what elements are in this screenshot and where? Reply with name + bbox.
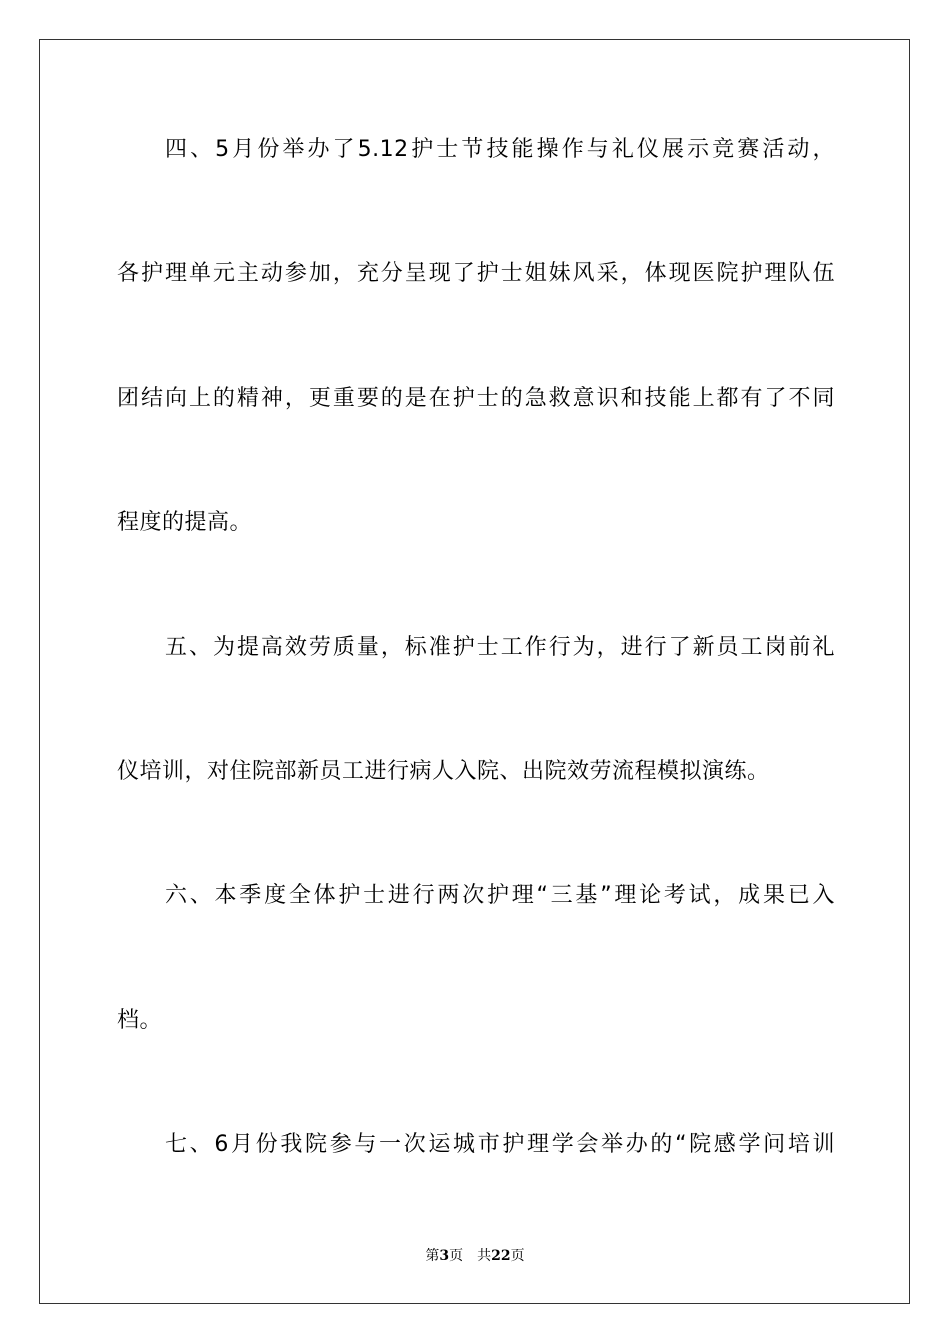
paragraph-line-1: 四、5月份举办了5.12护士节技能操作与礼仪展示竞赛活动，: [165, 137, 835, 162]
total-suffix: 页: [510, 1248, 525, 1264]
paragraph-line-6: 仪培训，对住院部新员工进行病人入院、出院效劳流程模拟演练。: [117, 759, 770, 784]
page-suffix: 页: [449, 1248, 464, 1264]
paragraph-line-4: 程度的提高。: [117, 510, 253, 535]
paragraph-line-2: 各护理单元主动参加，充分呈现了护士姐妹风采，体现医院护理队伍: [117, 261, 835, 286]
paragraph-line-7: 六、本季度全体护士进行两次护理“三基”理论考试，成果已入: [165, 883, 835, 908]
paragraph-line-5: 五、为提高效劳质量，标准护士工作行为，进行了新员工岗前礼: [165, 635, 835, 660]
paragraph-line-8: 档。: [117, 1008, 163, 1033]
page-border: [39, 39, 910, 1304]
total-pages: 22: [491, 1248, 511, 1264]
page-footer: [0, 1247, 950, 1265]
page-number: 3: [439, 1248, 450, 1264]
total-prefix: 共: [477, 1248, 492, 1264]
paragraph-line-3: 团结向上的精神，更重要的是在护士的急救意识和技能上都有了不同: [117, 386, 835, 411]
page-prefix: 第: [425, 1248, 440, 1264]
paragraph-line-9: 七、6月份我院参与一次运城市护理学会举办的“院感学问培训: [165, 1132, 835, 1157]
